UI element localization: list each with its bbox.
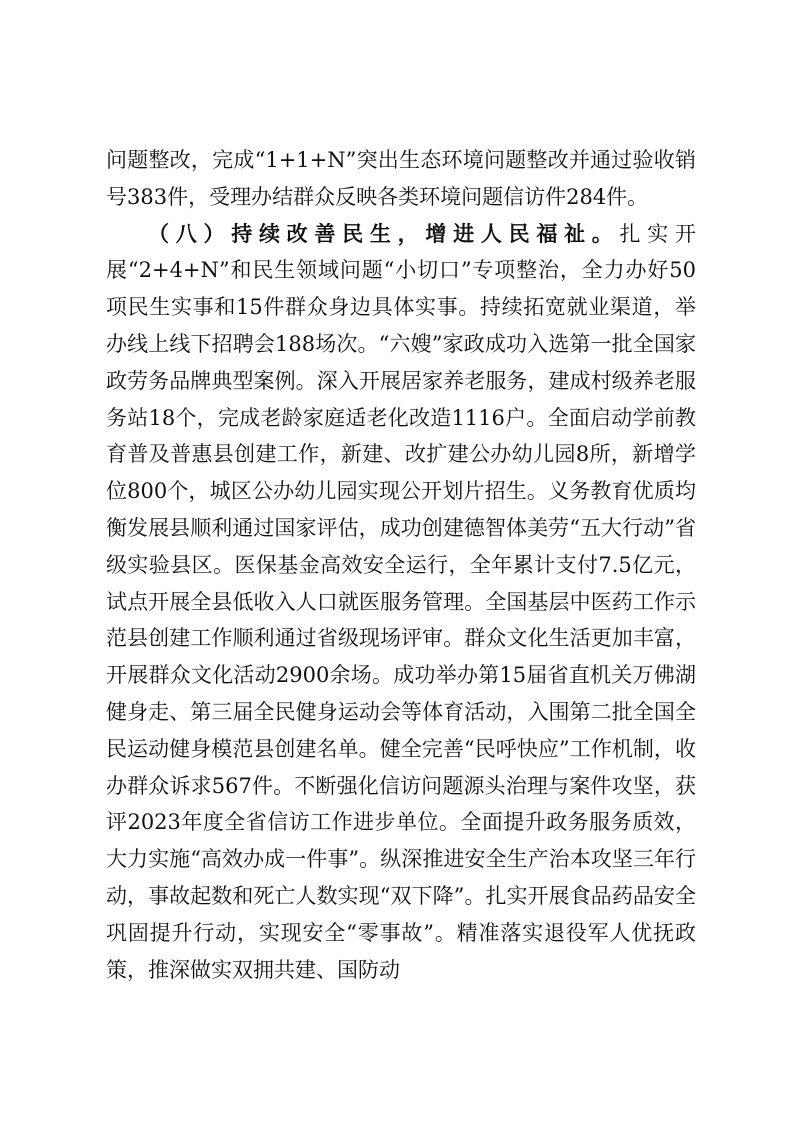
section-heading: （八）持续改善民生，增进人民福祉。 [148,220,620,246]
paragraph-continuation: 问题整改，完成“1+1+N”突出生态环境问题整改并通过验收销号383件，受理办结群众反映各类环境问题信访件284件。 [106,148,696,209]
paragraph-livelihood [106,216,696,989]
document-body [106,142,696,988]
paragraph-livelihood-body: 扎实开展“2+4+N”和民生领域问题“小切口”专项整治，全力办好50项民生实事和15件群众身边具体实事。持续拓宽就业渠道，举办线上线下招聘会188场次。“六嫂”家政成功入选第一批全国家政劳务品牌典型案例。深入开展居家养老服务，建成村级养老服务站18个，完成老龄家庭适老化改造1116户。全面启动学前教育普及普惠县创建工作，新建、改扩建公办幼儿园8所，新增学位800个，城区公办幼儿园实现公开划片招生。义务教育优质均衡发展县顺利通过国家评估，成功创建德智体美劳“五大行动”省级实验县区。医保基金高效安全运行，全年累计支付7.5亿元，试点开展全县低收入人口就医服务管理。全国基层中医药工作示范县创建工作顺利通过省级现场评审。群众文化生活更加丰富，开展群众文化活动2900余场。成功举办第15届省直机关万佛湖健身走、第三届全民健身运动会等体育活动，入围第二批全国全民运动健身模范县创建名单。健全完善“民呼快应”工作机制，收办群众诉求567件。不断强化信访问题源头治理与案件攻坚，获评2023年度全省信访工作进步单位。全面提升政务服务质效，大力实施“高效办成一件事”。纵深推进安全生产治本攻坚三年行动，事故起数和死亡人数实现“双下降”。扎实开展食品药品安全巩固提升行动，实现安全“零事故”。精准落实退役军人优抚政策，推深做实双拥共建、国防动 [106,221,697,982]
